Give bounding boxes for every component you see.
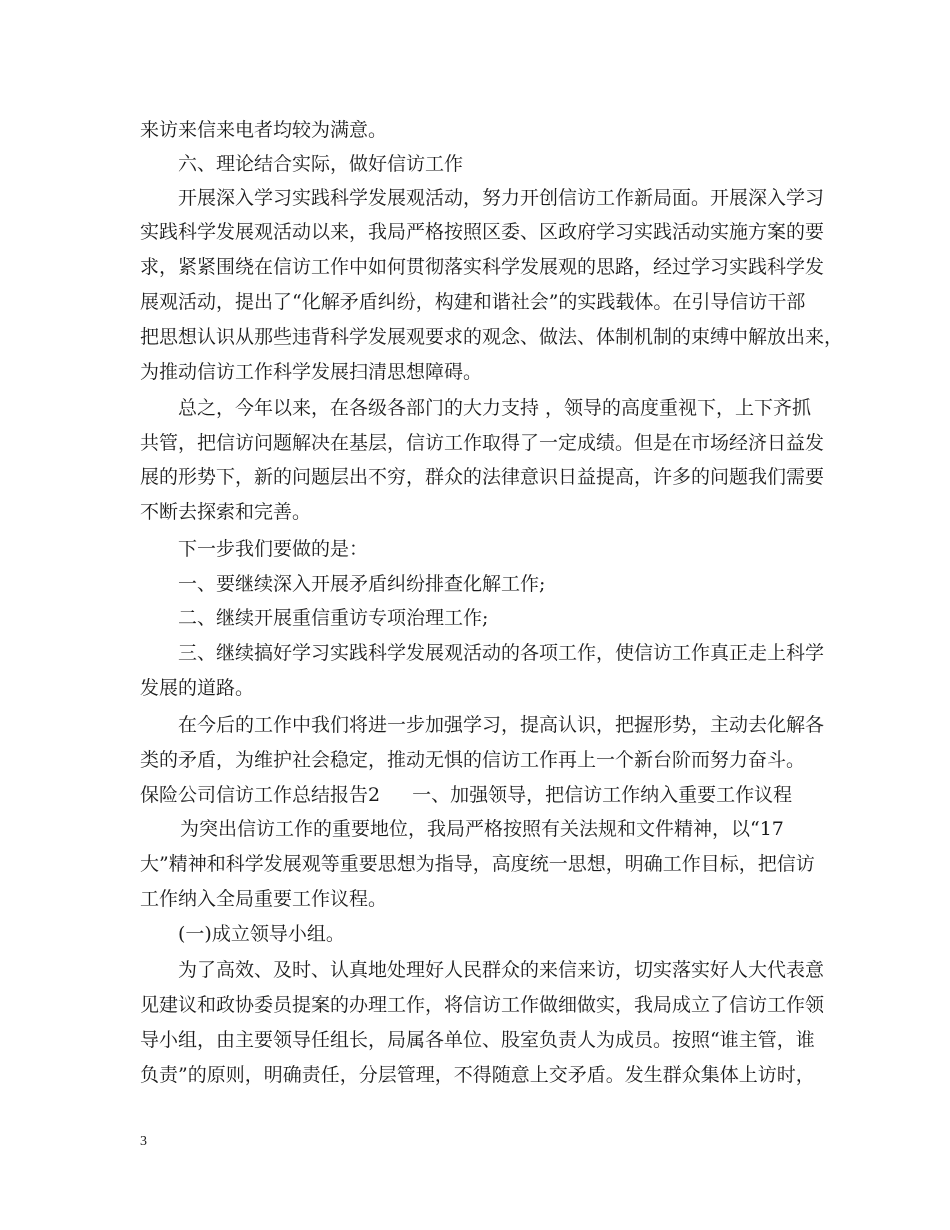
subsection-heading: (一)成立领导小组。 (178, 923, 345, 945)
paragraph-line: 把思想认识从那些违背科学发展观要求的观念、做法、体制机制的束缚中解放出来， (140, 326, 844, 348)
paragraph-line: 来访来信来电者均较为满意。 (140, 119, 388, 141)
paragraph-line: 工作纳入全局重要工作议程。 (140, 888, 388, 910)
section-heading: 一、加强领导，把信访工作纳入重要工作议程 (412, 784, 793, 806)
paragraph-line: 为了高效、及时、认真地处理好人民群众的来信来访，切实落实好人大代表意 (178, 959, 825, 981)
paragraph-line: 见建议和政协委员提案的办理工作，将信访工作做细做实，我局成立了信访工作领 (140, 994, 825, 1016)
list-item: 三、继续搞好学习实践科学发展观活动的各项工作，使信访工作真正走上科学 (178, 642, 825, 664)
paragraph-line: 为突出信访工作的重要地位，我局严格按照有关法规和文件精神，以“17 (180, 818, 784, 840)
paragraph-line: 开展深入学习实践科学发展观活动，努力开创信访工作新局面。开展深入学习 (178, 187, 825, 209)
page-number: 3 (140, 1134, 147, 1149)
paragraph-line: 实践科学发展观活动以来，我局严格按照区委、区政府学习实践活动实施方案的要 (140, 221, 825, 243)
paragraph-line: 下一步我们要做的是： (178, 538, 369, 560)
paragraph-line: 为推动信访工作科学发展扫清思想障碍。 (140, 361, 483, 383)
report-heading-row (140, 783, 820, 807)
paragraph-line: 大”精神和科学发展观等重要思想为指导，高度统一思想，明确工作目标，把信访 (140, 853, 815, 875)
paragraph-line: 在今后的工作中我们将进一步加强学习，提高认识，把握形势，主动去化解各 (178, 714, 825, 736)
paragraph-line: 求，紧紧围绕在信访工作中如何贯彻落实科学发展观的思路，经过学习实践科学发 (140, 256, 825, 278)
paragraph-line: 共管，把信访问题解决在基层，信访工作取得了一定成绩。但是在市场经济日益发 (140, 432, 825, 454)
paragraph-line: 展观活动，提出了“化解矛盾纠纷，构建和谐社会”的实践载体。在引导信访干部 (140, 291, 806, 313)
paragraph-line: 负责”的原则，明确责任，分层管理，不得随意上交矛盾。发生群众集体上访时， (140, 1064, 815, 1086)
paragraph-line: 导小组，由主要领导任组长，局属各单位、股室负责人为成员。按照“谁主管，谁 (140, 1029, 815, 1051)
list-item: 一、要继续深入开展矛盾纠纷排查化解工作; (178, 573, 546, 595)
paragraph-line: 发展的道路。 (140, 677, 255, 699)
list-item: 二、继续开展重信重访专项治理工作; (178, 607, 489, 629)
paragraph-line: 总之，今年以来，在各级各部门的大力支持 ，领导的高度重视下，上下齐抓 (178, 397, 812, 419)
report-title: 保险公司信访工作总结报告2 (140, 784, 381, 806)
section-heading-six: 六、理论结合实际，做好信访工作 (178, 153, 464, 175)
paragraph-line: 不断去探索和完善。 (140, 501, 312, 523)
paragraph-line: 类的矛盾，为维护社会稳定，推动无惧的信访工作再上一个新台阶而努力奋斗。 (140, 749, 806, 771)
paragraph-line: 展的形势下，新的问题层出不穷，群众的法律意识日益提高，许多的问题我们需要 (140, 466, 825, 488)
